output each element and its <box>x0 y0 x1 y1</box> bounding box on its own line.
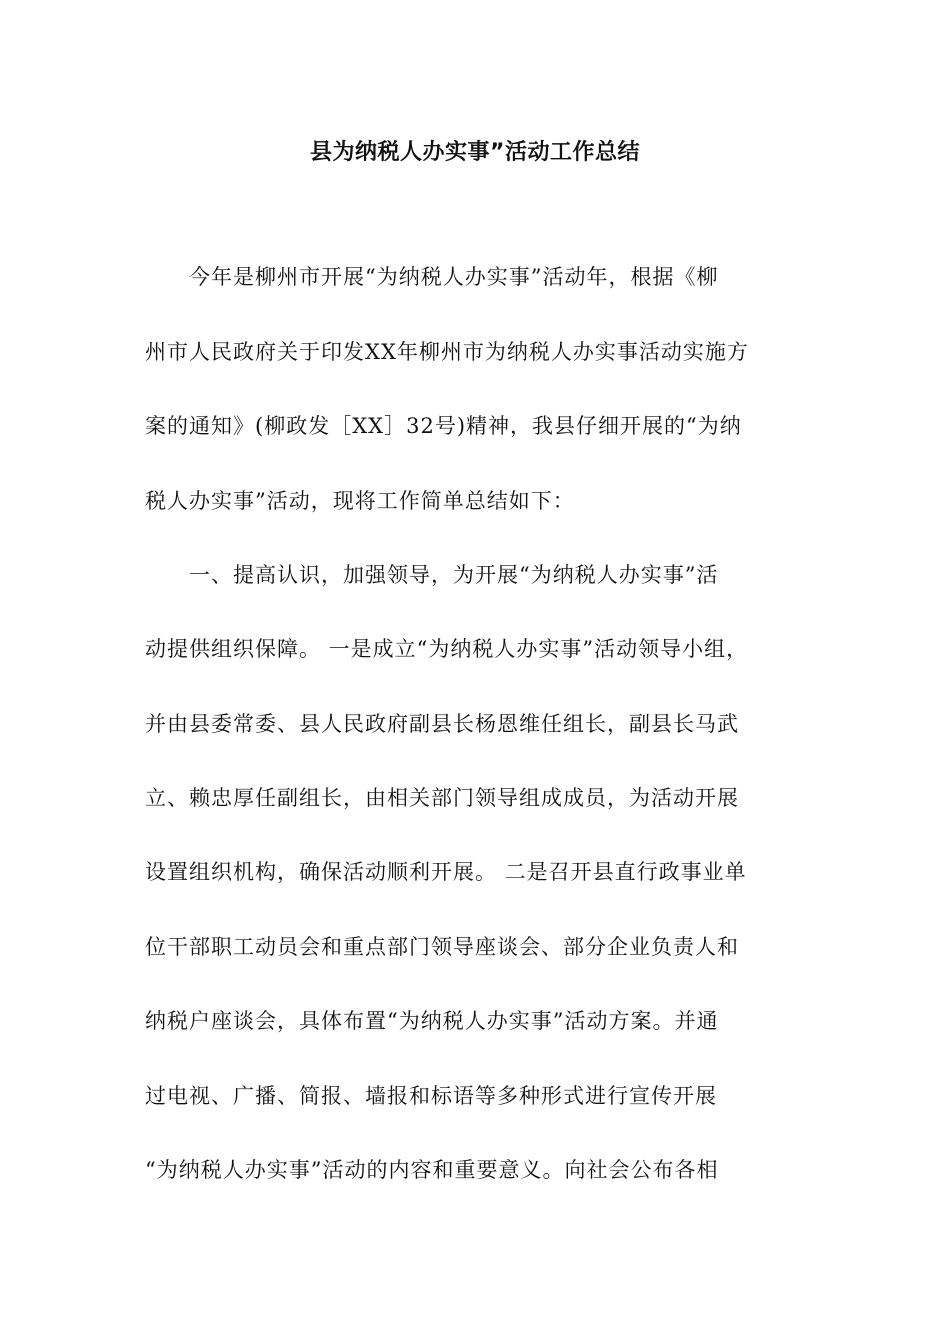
paragraph-line: 位干部职工动员会和重点部门领导座谈会、部分企业负责人和 <box>145 935 739 959</box>
paragraph-line: 纳税户座谈会，具体布置“为纳税人办实事”活动方案。并通 <box>145 1009 719 1033</box>
paragraph-line: 州市人民政府关于印发XX年柳州市为纳税人办实事活动实施方 <box>145 340 749 364</box>
paragraph-line: “为纳税人办实事”活动的内容和重要意义。向社会公布各相 <box>145 1158 719 1182</box>
paragraph-line: 案的通知》(柳政发［XX］32号)精神，我县仔细开展的“为纳 <box>145 414 742 438</box>
paragraph-line: 一、提高认识，加强领导，为开展“为纳税人办实事”活 <box>145 563 719 587</box>
paragraph-line: 今年是柳州市开展“为纳税人办实事”活动年，根据《柳 <box>145 265 719 289</box>
paragraph-line: 税人办实事”活动，现将工作简单总结如下： <box>145 489 575 513</box>
document-title: 县为纳税人办实事”活动工作总结 <box>310 140 640 165</box>
paragraph-line: 立、赖忠厚任副组长，由相关部门领导组成成员，为活动开展 <box>145 786 739 810</box>
paragraph-line: 过电视、广播、简报、墙报和标语等多种形式进行宣传开展 <box>145 1084 717 1108</box>
paragraph-line: 设置组织机构，确保活动顺利开展。 二是召开县直行政事业单 <box>145 860 747 884</box>
paragraph-line: 动提供组织保障。 一是成立“为纳税人办实事”活动领导小组， <box>145 637 749 661</box>
paragraph-line: 并由县委常委、县人民政府副县长杨恩维任组长，副县长马武 <box>145 712 739 736</box>
